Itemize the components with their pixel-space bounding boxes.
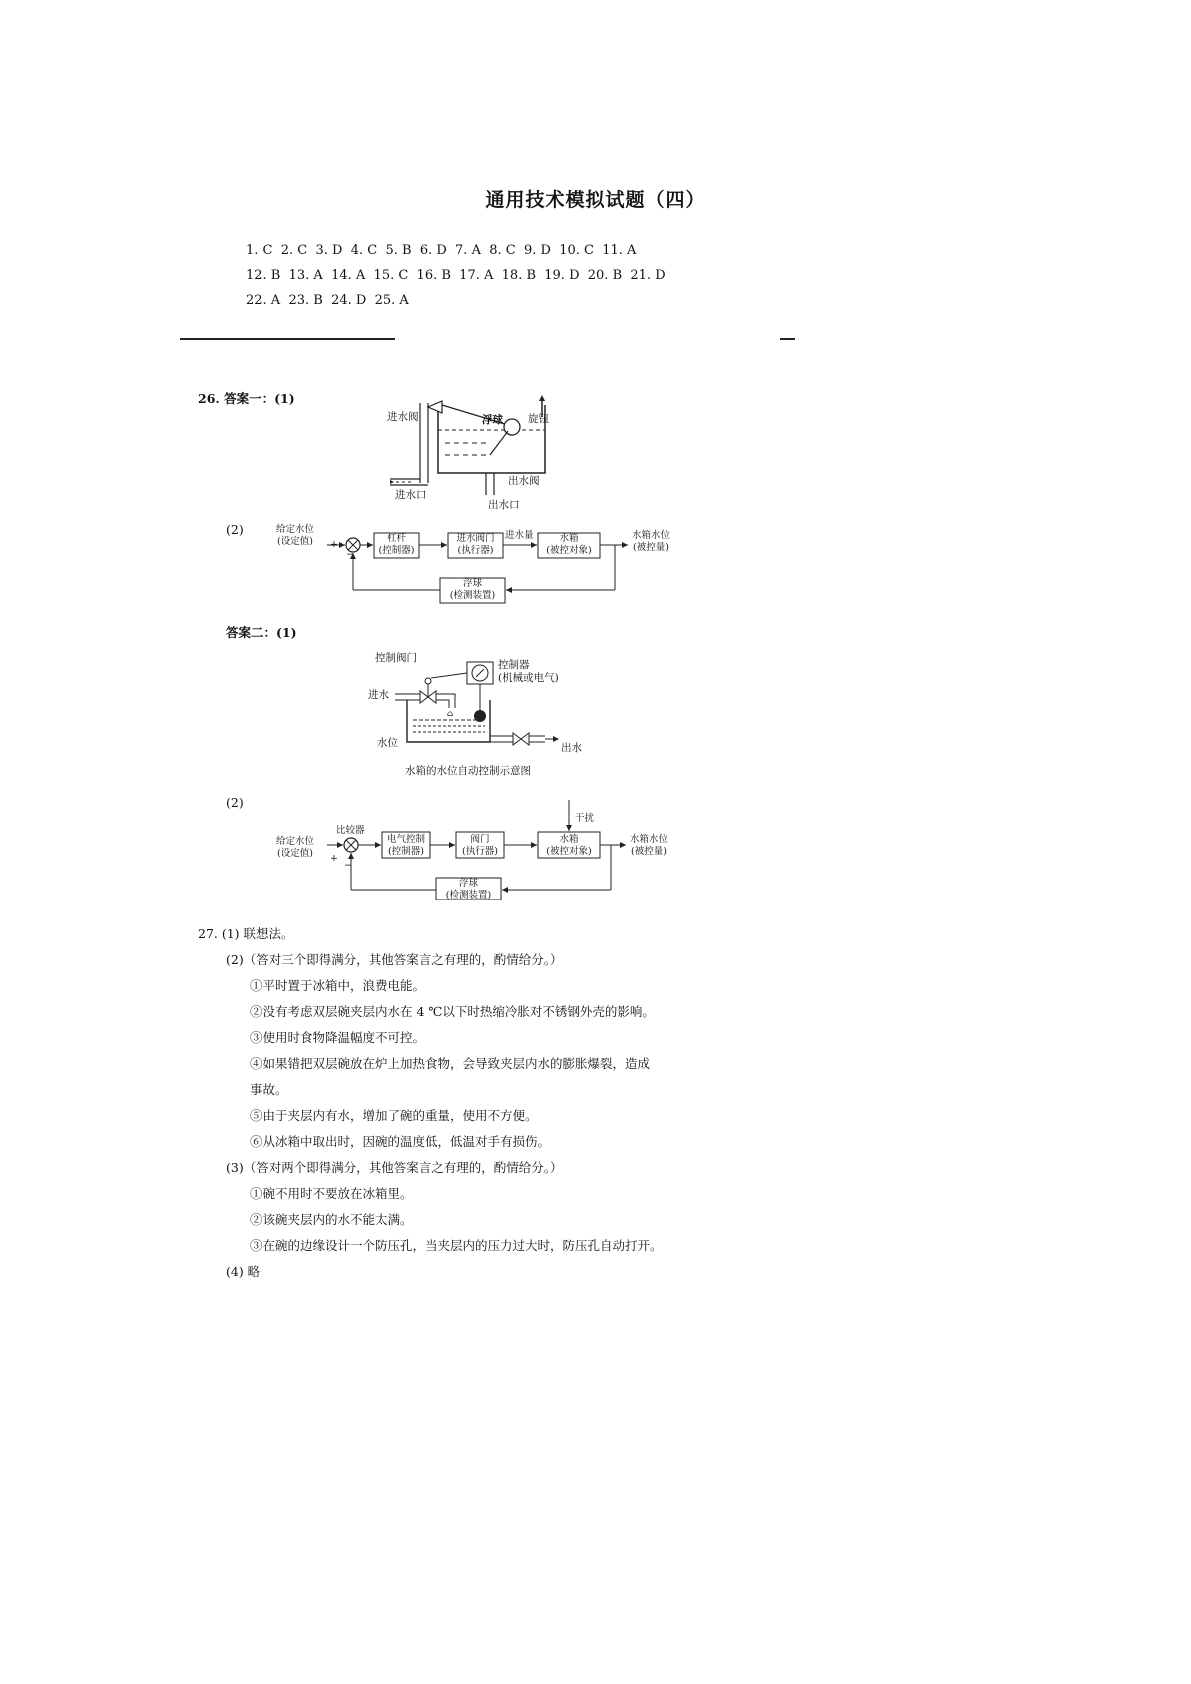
figure-caption: 水箱的水位自动控制示意图 bbox=[405, 765, 531, 777]
q26-answer2-heading: 答案二：(1) bbox=[226, 625, 297, 640]
bd1-plant-block: 水箱 (被控对象) bbox=[546, 533, 592, 556]
label-knob: 旋钮 bbox=[528, 413, 549, 425]
q27-part3-item: ②该碗夹层内的水不能太满。 bbox=[250, 1212, 413, 1227]
label-water-out: 出水 bbox=[561, 742, 582, 754]
label-outlet: 出水口 bbox=[488, 499, 520, 511]
label-outlet-valve: 出水阀 bbox=[508, 475, 540, 487]
bd2-feedback-block: 浮球 (检测装置) bbox=[445, 878, 492, 901]
mc-answers-line-3: 22. A 23. B 24. D 25. A bbox=[246, 293, 409, 308]
bd1-inflow-label: 进水量 bbox=[505, 530, 534, 541]
bd2-comparator-label: 比较器 bbox=[336, 825, 365, 836]
bd1-plus: + bbox=[330, 539, 338, 550]
bd2-minus: − bbox=[344, 860, 352, 871]
label-water-level: 水位 bbox=[377, 737, 398, 749]
bd1-controller-block: 杠杆 (控制器) bbox=[378, 533, 415, 556]
q27-part2-item: ①平时置于冰箱中，浪费电能。 bbox=[250, 978, 426, 993]
bd1-output: 水箱水位 (被控量) bbox=[632, 530, 671, 553]
bd1-input: 给定水位 (设定值) bbox=[276, 524, 315, 547]
label-controller: 控制器 bbox=[498, 659, 530, 671]
q26-part2b-label: (2) bbox=[226, 795, 244, 810]
q27-part2-item: ④如果错把双层碗放在炉上加热食物，会导致夹层内水的膨胀爆裂，造成 bbox=[250, 1056, 651, 1071]
page-title: 通用技术模拟试题（四） bbox=[485, 189, 706, 211]
bd2-plant-block: 水箱 (被控对象) bbox=[546, 834, 592, 857]
label-inlet-valve: 进水阀 bbox=[387, 411, 419, 423]
bd2-actuator-block: 阀门 (执行器) bbox=[462, 834, 498, 857]
bd1-actuator-block: 进水阀门 (执行器) bbox=[456, 533, 495, 556]
q27-part2-item: ③使用时食物降温幅度不可控。 bbox=[250, 1030, 426, 1045]
divider-right bbox=[780, 338, 795, 340]
label-control-valve: 控制阀门 bbox=[375, 652, 417, 664]
q26-part2-label: (2) bbox=[226, 522, 244, 537]
q27-part2-item: 事故。 bbox=[250, 1082, 288, 1097]
q27-part3-heading: (3)（答对两个即得满分，其他答案言之有理的，酌情给分。） bbox=[226, 1160, 563, 1175]
q27-part3-item: ③在碗的边缘设计一个防压孔，当夹层内的压力过大时，防压孔自动打开。 bbox=[250, 1238, 663, 1253]
q27-part2-heading: (2)（答对三个即得满分，其他答案言之有理的，酌情给分。） bbox=[226, 952, 563, 967]
bd2-input: 给定水位 (设定值) bbox=[276, 836, 315, 859]
mc-answers-line-2: 12. B 13. A 14. A 15. C 16. B 17. A 18. B 19. D 20. B 21. D bbox=[246, 268, 666, 283]
label-water-in: 进水 bbox=[368, 689, 389, 701]
q27-part4: (4) 略 bbox=[226, 1264, 261, 1279]
bd1-minus: − bbox=[346, 549, 354, 560]
q27-part1: 27. (1) 联想法。 bbox=[198, 926, 294, 941]
label-float-ball: 浮球 bbox=[482, 414, 503, 426]
q27-part2-item: ②没有考虑双层碗夹层内水在 4 ℃以下时热缩冷胀对不锈钢外壳的影响。 bbox=[250, 1004, 655, 1019]
q27-part2-item: ⑤由于夹层内有水，增加了碗的重量，使用不方便。 bbox=[250, 1108, 538, 1123]
svg-text:⌂: ⌂ bbox=[447, 709, 454, 718]
divider-left bbox=[180, 338, 395, 340]
bd2-plus: + bbox=[330, 853, 338, 864]
mc-answers-line-1: 1. C 2. C 3. D 4. C 5. B 6. D 7. A 8. C 9. D 10. C 11. A bbox=[246, 243, 637, 258]
q27-part3-item: ①碗不用时不要放在冰箱里。 bbox=[250, 1186, 413, 1201]
tank-controller-diagram bbox=[395, 650, 570, 755]
label-inlet: 进水口 bbox=[395, 489, 427, 501]
bd2-disturbance-label: 干扰 bbox=[575, 813, 595, 824]
bd2-controller-block: 电气控制 (控制器) bbox=[386, 834, 425, 857]
bd2-output: 水箱水位 (被控量) bbox=[630, 834, 669, 857]
q26-heading: 26. 答案一：(1) bbox=[198, 391, 295, 406]
bd1-feedback-block: 浮球 (检测装置) bbox=[449, 578, 496, 601]
q27-part2-item: ⑥从冰箱中取出时，因碗的温度低，低温对手有损伤。 bbox=[250, 1134, 551, 1149]
label-controller-type: (机械或电气) bbox=[498, 672, 559, 684]
